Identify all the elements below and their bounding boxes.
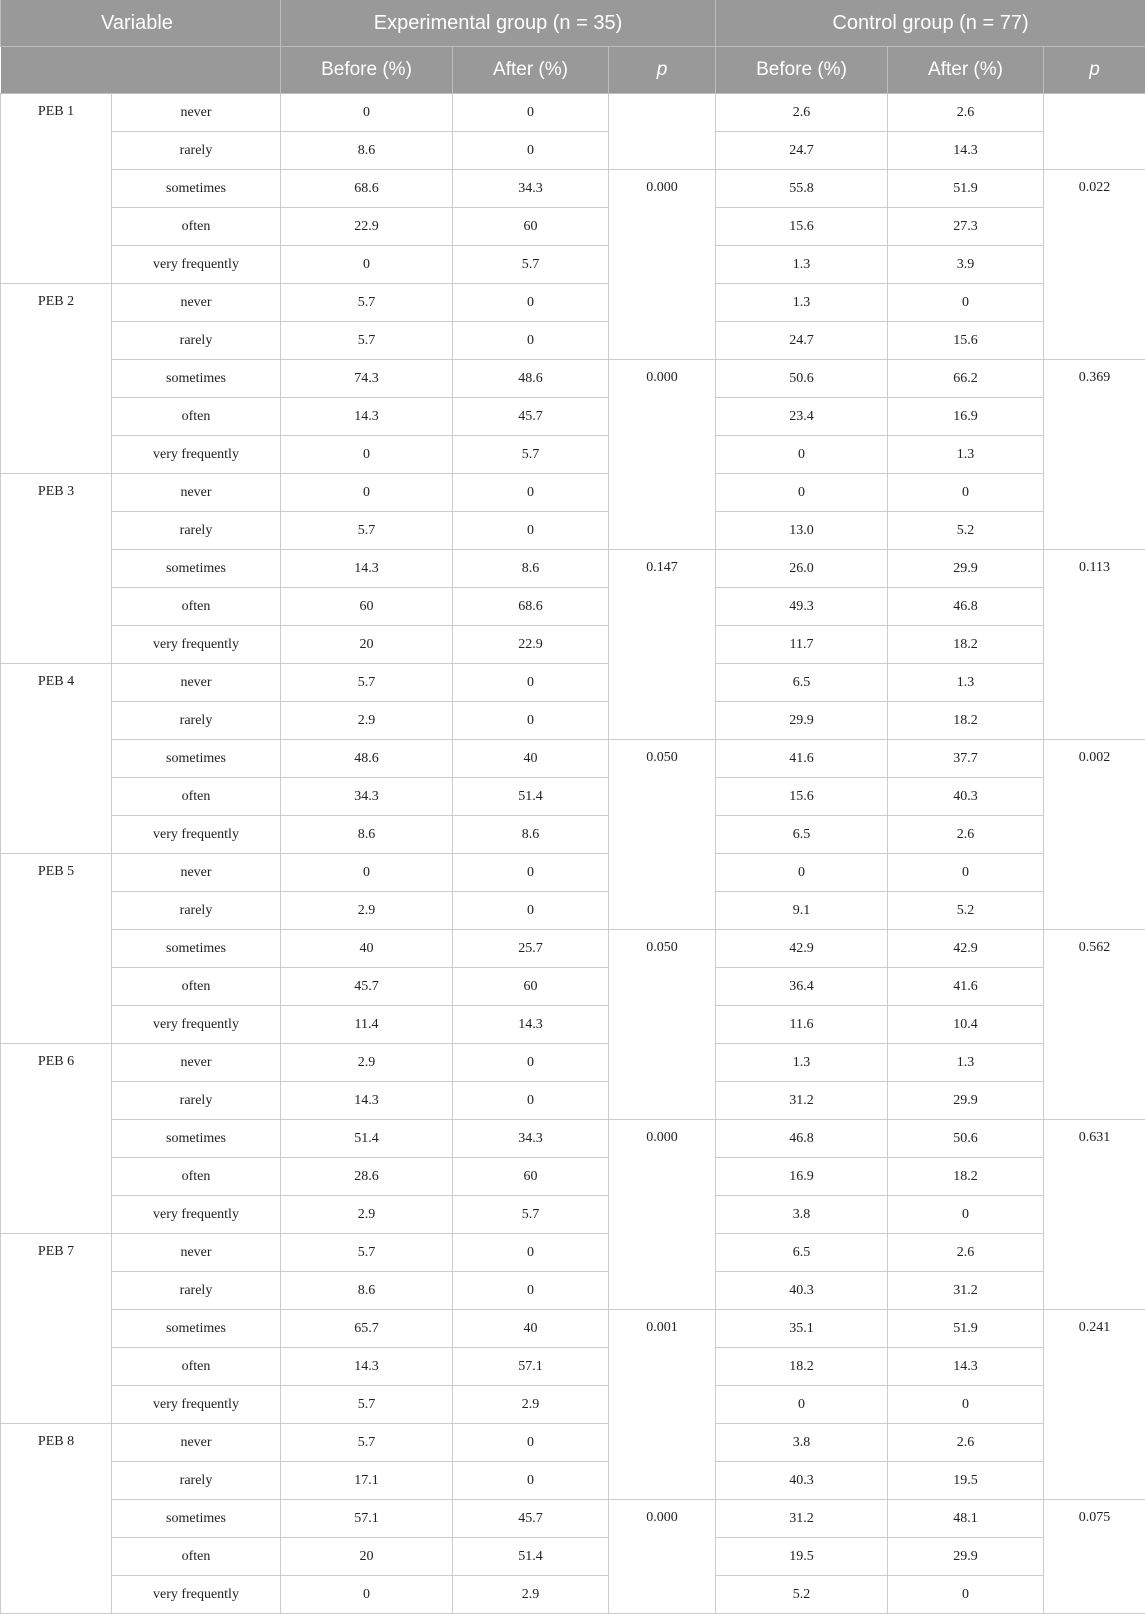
ctrl-after-value: 66.2 <box>888 360 1044 398</box>
exp-after-value: 0 <box>453 512 609 550</box>
ctrl-before-value: 35.1 <box>716 1310 888 1348</box>
exp-before-value: 8.6 <box>281 1272 453 1310</box>
ctrl-before-value: 5.2 <box>716 1576 888 1614</box>
ctrl-before-value: 6.5 <box>716 664 888 702</box>
exp-before-value: 5.7 <box>281 322 453 360</box>
ctrl-before-value: 36.4 <box>716 968 888 1006</box>
response-label: rarely <box>112 1462 281 1500</box>
response-label: sometimes <box>112 1310 281 1348</box>
ctrl-after-value: 18.2 <box>888 702 1044 740</box>
ctrl-after-value: 5.2 <box>888 512 1044 550</box>
table-row <box>1 816 1145 854</box>
ctrl-before-value: 6.5 <box>716 1234 888 1272</box>
exp-after-value: 40 <box>453 1310 609 1348</box>
exp-before-value: 45.7 <box>281 968 453 1006</box>
exp-before-value: 57.1 <box>281 1500 453 1538</box>
exp-p-value: 0.000 <box>609 360 716 550</box>
table-row <box>1 626 1145 664</box>
header-row-groups <box>1 0 1145 47</box>
table-row <box>1 1348 1145 1386</box>
table-row <box>1 1386 1145 1424</box>
table-row <box>1 664 1145 702</box>
ctrl-before-value: 26.0 <box>716 550 888 588</box>
table-row <box>1 1538 1145 1576</box>
ctrl-before-value: 0 <box>716 474 888 512</box>
response-label: sometimes <box>112 1500 281 1538</box>
header-experimental-group: Experimental group (n = 35) <box>281 0 716 47</box>
response-label: very frequently <box>112 1386 281 1424</box>
exp-after-value: 5.7 <box>453 246 609 284</box>
response-label: rarely <box>112 1272 281 1310</box>
ctrl-after-value: 41.6 <box>888 968 1044 1006</box>
ctrl-after-value: 16.9 <box>888 398 1044 436</box>
exp-before-value: 0 <box>281 246 453 284</box>
response-label: often <box>112 1538 281 1576</box>
response-label: very frequently <box>112 436 281 474</box>
ctrl-after-value: 5.2 <box>888 892 1044 930</box>
exp-before-value: 20 <box>281 626 453 664</box>
exp-after-value: 0 <box>453 1234 609 1272</box>
exp-p-value: 0.050 <box>609 740 716 930</box>
ctrl-before-value: 0 <box>716 854 888 892</box>
exp-after-value: 0 <box>453 1044 609 1082</box>
exp-after-value: 34.3 <box>453 170 609 208</box>
ctrl-before-value: 19.5 <box>716 1538 888 1576</box>
variable-name: PEB 4 <box>1 664 112 854</box>
ctrl-before-value: 1.3 <box>716 246 888 284</box>
ctrl-after-value: 2.6 <box>888 1424 1044 1462</box>
table-row <box>1 1006 1145 1044</box>
response-label: very frequently <box>112 1006 281 1044</box>
exp-after-value: 45.7 <box>453 1500 609 1538</box>
exp-after-value: 0 <box>453 132 609 170</box>
ctrl-before-value: 49.3 <box>716 588 888 626</box>
ctrl-before-value: 0 <box>716 436 888 474</box>
ctrl-p-value: 0.562 <box>1044 930 1145 1120</box>
exp-before-value: 5.7 <box>281 512 453 550</box>
exp-after-value: 5.7 <box>453 436 609 474</box>
header-blank <box>1 47 281 94</box>
table-row <box>1 1500 1145 1538</box>
exp-after-value: 0 <box>453 1424 609 1462</box>
header-row-columns <box>1 47 1145 94</box>
table-row <box>1 208 1145 246</box>
table-row <box>1 892 1145 930</box>
ctrl-before-value: 40.3 <box>716 1462 888 1500</box>
exp-before-value: 8.6 <box>281 816 453 854</box>
ctrl-after-value: 42.9 <box>888 930 1044 968</box>
exp-after-value: 22.9 <box>453 626 609 664</box>
exp-before-value: 14.3 <box>281 1348 453 1386</box>
table-row <box>1 1234 1145 1272</box>
ctrl-before-value: 16.9 <box>716 1158 888 1196</box>
exp-after-value: 51.4 <box>453 778 609 816</box>
table-row <box>1 436 1145 474</box>
response-label: sometimes <box>112 930 281 968</box>
exp-after-value: 0 <box>453 1462 609 1500</box>
ctrl-p-value: 0.075 <box>1044 1500 1145 1614</box>
exp-before-value: 0 <box>281 436 453 474</box>
exp-before-value: 14.3 <box>281 550 453 588</box>
ctrl-before-value: 31.2 <box>716 1500 888 1538</box>
ctrl-before-value: 18.2 <box>716 1348 888 1386</box>
response-label: sometimes <box>112 550 281 588</box>
response-label: never <box>112 1044 281 1082</box>
exp-before-value: 0 <box>281 854 453 892</box>
table-row <box>1 1044 1145 1082</box>
ctrl-p-value: 0.369 <box>1044 360 1145 550</box>
ctrl-before-value: 0 <box>716 1386 888 1424</box>
variable-name: PEB 2 <box>1 284 112 474</box>
ctrl-before-value: 31.2 <box>716 1082 888 1120</box>
ctrl-before-value: 50.6 <box>716 360 888 398</box>
table-row <box>1 778 1145 816</box>
header-ctrl-p: p <box>1044 47 1145 94</box>
exp-after-value: 51.4 <box>453 1538 609 1576</box>
exp-before-value: 0 <box>281 94 453 132</box>
ctrl-after-value: 27.3 <box>888 208 1044 246</box>
ctrl-before-value: 42.9 <box>716 930 888 968</box>
exp-after-value: 0 <box>453 284 609 322</box>
ctrl-after-value: 0 <box>888 1576 1044 1614</box>
exp-after-value: 5.7 <box>453 1196 609 1234</box>
table-row <box>1 322 1145 360</box>
variable-name: PEB 7 <box>1 1234 112 1424</box>
response-label: often <box>112 208 281 246</box>
response-label: never <box>112 1234 281 1272</box>
ctrl-after-value: 29.9 <box>888 1082 1044 1120</box>
exp-after-value: 40 <box>453 740 609 778</box>
response-label: never <box>112 664 281 702</box>
exp-before-value: 51.4 <box>281 1120 453 1158</box>
ctrl-after-value: 50.6 <box>888 1120 1044 1158</box>
ctrl-after-value: 0 <box>888 1196 1044 1234</box>
table-row <box>1 94 1145 132</box>
ctrl-after-value: 37.7 <box>888 740 1044 778</box>
table-row <box>1 1196 1145 1234</box>
ctrl-before-value: 24.7 <box>716 132 888 170</box>
response-label: rarely <box>112 322 281 360</box>
table-row <box>1 512 1145 550</box>
ctrl-after-value: 40.3 <box>888 778 1044 816</box>
response-label: sometimes <box>112 170 281 208</box>
table-row <box>1 474 1145 512</box>
ctrl-before-value: 2.6 <box>716 94 888 132</box>
response-label: often <box>112 1158 281 1196</box>
table-body <box>1 94 1145 1614</box>
exp-after-value: 25.7 <box>453 930 609 968</box>
exp-before-value: 2.9 <box>281 1196 453 1234</box>
ctrl-after-value: 3.9 <box>888 246 1044 284</box>
ctrl-before-value: 13.0 <box>716 512 888 550</box>
exp-after-value: 0 <box>453 892 609 930</box>
exp-before-value: 2.9 <box>281 892 453 930</box>
response-label: often <box>112 1348 281 1386</box>
ctrl-p-value: 0.022 <box>1044 170 1145 360</box>
exp-before-value: 74.3 <box>281 360 453 398</box>
response-label: often <box>112 588 281 626</box>
header-ctrl-before: Before (%) <box>716 47 888 94</box>
exp-after-value: 2.9 <box>453 1386 609 1424</box>
ctrl-after-value: 0 <box>888 854 1044 892</box>
response-label: never <box>112 1424 281 1462</box>
exp-after-value: 0 <box>453 664 609 702</box>
ctrl-after-value: 1.3 <box>888 1044 1044 1082</box>
response-label: rarely <box>112 1082 281 1120</box>
response-label: very frequently <box>112 1196 281 1234</box>
exp-before-value: 22.9 <box>281 208 453 246</box>
exp-before-value: 48.6 <box>281 740 453 778</box>
exp-after-value: 0 <box>453 1272 609 1310</box>
table-row <box>1 246 1145 284</box>
exp-before-value: 14.3 <box>281 1082 453 1120</box>
exp-after-value: 34.3 <box>453 1120 609 1158</box>
table-row <box>1 1082 1145 1120</box>
exp-before-value: 0 <box>281 1576 453 1614</box>
ctrl-after-value: 1.3 <box>888 664 1044 702</box>
exp-p-value: 0.147 <box>609 550 716 740</box>
ctrl-after-value: 18.2 <box>888 626 1044 664</box>
exp-before-value: 28.6 <box>281 1158 453 1196</box>
ctrl-after-value: 0 <box>888 284 1044 322</box>
table-row <box>1 702 1145 740</box>
exp-before-value: 2.9 <box>281 1044 453 1082</box>
table-header <box>1 0 1145 94</box>
table-row <box>1 1120 1145 1158</box>
ctrl-before-value: 1.3 <box>716 1044 888 1082</box>
exp-before-value: 5.7 <box>281 284 453 322</box>
exp-p-empty <box>609 94 716 170</box>
header-exp-after: After (%) <box>453 47 609 94</box>
table-row <box>1 930 1145 968</box>
response-label: often <box>112 778 281 816</box>
response-label: rarely <box>112 132 281 170</box>
exp-p-value: 0.001 <box>609 1310 716 1500</box>
exp-p-value: 0.000 <box>609 170 716 360</box>
ctrl-p-value: 0.241 <box>1044 1310 1145 1500</box>
exp-before-value: 17.1 <box>281 1462 453 1500</box>
exp-before-value: 2.9 <box>281 702 453 740</box>
table-row <box>1 1310 1145 1348</box>
exp-after-value: 8.6 <box>453 550 609 588</box>
ctrl-before-value: 1.3 <box>716 284 888 322</box>
exp-before-value: 11.4 <box>281 1006 453 1044</box>
table-row <box>1 1424 1145 1462</box>
header-variable: Variable <box>1 0 281 47</box>
ctrl-after-value: 14.3 <box>888 132 1044 170</box>
exp-before-value: 60 <box>281 588 453 626</box>
exp-after-value: 0 <box>453 1082 609 1120</box>
exp-p-value: 0.050 <box>609 930 716 1120</box>
response-label: never <box>112 474 281 512</box>
response-label: sometimes <box>112 740 281 778</box>
ctrl-before-value: 3.8 <box>716 1196 888 1234</box>
exp-before-value: 68.6 <box>281 170 453 208</box>
ctrl-before-value: 11.6 <box>716 1006 888 1044</box>
response-label: often <box>112 968 281 1006</box>
table-row <box>1 1158 1145 1196</box>
table-row <box>1 284 1145 322</box>
ctrl-after-value: 2.6 <box>888 94 1044 132</box>
ctrl-before-value: 29.9 <box>716 702 888 740</box>
ctrl-p-empty <box>1044 94 1145 170</box>
response-label: very frequently <box>112 626 281 664</box>
exp-after-value: 8.6 <box>453 816 609 854</box>
variable-name: PEB 8 <box>1 1424 112 1614</box>
ctrl-after-value: 0 <box>888 474 1044 512</box>
table-row <box>1 740 1145 778</box>
exp-after-value: 57.1 <box>453 1348 609 1386</box>
exp-after-value: 60 <box>453 1158 609 1196</box>
exp-before-value: 5.7 <box>281 664 453 702</box>
exp-after-value: 60 <box>453 968 609 1006</box>
exp-after-value: 48.6 <box>453 360 609 398</box>
response-label: never <box>112 94 281 132</box>
exp-p-value: 0.000 <box>609 1120 716 1310</box>
exp-after-value: 45.7 <box>453 398 609 436</box>
table-row <box>1 588 1145 626</box>
table-row <box>1 398 1145 436</box>
table-row <box>1 968 1145 1006</box>
exp-after-value: 0 <box>453 322 609 360</box>
table-row <box>1 360 1145 398</box>
exp-after-value: 0 <box>453 474 609 512</box>
exp-before-value: 14.3 <box>281 398 453 436</box>
table-row <box>1 132 1145 170</box>
table-row <box>1 550 1145 588</box>
variable-name: PEB 3 <box>1 474 112 664</box>
response-label: often <box>112 398 281 436</box>
table-row <box>1 1272 1145 1310</box>
variable-name: PEB 1 <box>1 94 112 284</box>
ctrl-p-value: 0.002 <box>1044 740 1145 930</box>
variable-name: PEB 5 <box>1 854 112 1044</box>
exp-before-value: 20 <box>281 1538 453 1576</box>
ctrl-after-value: 19.5 <box>888 1462 1044 1500</box>
ctrl-after-value: 1.3 <box>888 436 1044 474</box>
response-label: rarely <box>112 702 281 740</box>
table-row <box>1 854 1145 892</box>
ctrl-after-value: 31.2 <box>888 1272 1044 1310</box>
exp-before-value: 5.7 <box>281 1386 453 1424</box>
table-row <box>1 170 1145 208</box>
ctrl-after-value: 51.9 <box>888 1310 1044 1348</box>
ctrl-after-value: 15.6 <box>888 322 1044 360</box>
header-exp-before: Before (%) <box>281 47 453 94</box>
ctrl-before-value: 6.5 <box>716 816 888 854</box>
ctrl-before-value: 55.8 <box>716 170 888 208</box>
exp-after-value: 0 <box>453 94 609 132</box>
response-label: very frequently <box>112 1576 281 1614</box>
ctrl-before-value: 40.3 <box>716 1272 888 1310</box>
ctrl-p-value: 0.113 <box>1044 550 1145 740</box>
exp-before-value: 0 <box>281 474 453 512</box>
exp-before-value: 65.7 <box>281 1310 453 1348</box>
ctrl-after-value: 46.8 <box>888 588 1044 626</box>
ctrl-before-value: 11.7 <box>716 626 888 664</box>
ctrl-after-value: 10.4 <box>888 1006 1044 1044</box>
exp-before-value: 8.6 <box>281 132 453 170</box>
ctrl-before-value: 41.6 <box>716 740 888 778</box>
ctrl-before-value: 9.1 <box>716 892 888 930</box>
exp-before-value: 5.7 <box>281 1424 453 1462</box>
ctrl-before-value: 23.4 <box>716 398 888 436</box>
response-label: rarely <box>112 892 281 930</box>
header-ctrl-after: After (%) <box>888 47 1044 94</box>
response-label: rarely <box>112 512 281 550</box>
ctrl-after-value: 0 <box>888 1386 1044 1424</box>
ctrl-before-value: 15.6 <box>716 778 888 816</box>
exp-after-value: 0 <box>453 702 609 740</box>
exp-after-value: 60 <box>453 208 609 246</box>
ctrl-after-value: 29.9 <box>888 550 1044 588</box>
variable-name: PEB 6 <box>1 1044 112 1234</box>
response-label: never <box>112 854 281 892</box>
ctrl-after-value: 48.1 <box>888 1500 1044 1538</box>
exp-before-value: 40 <box>281 930 453 968</box>
response-label: very frequently <box>112 246 281 284</box>
ctrl-before-value: 15.6 <box>716 208 888 246</box>
ctrl-after-value: 2.6 <box>888 816 1044 854</box>
response-label: sometimes <box>112 360 281 398</box>
ctrl-after-value: 2.6 <box>888 1234 1044 1272</box>
exp-p-value: 0.000 <box>609 1500 716 1614</box>
exp-before-value: 5.7 <box>281 1234 453 1272</box>
ctrl-after-value: 51.9 <box>888 170 1044 208</box>
exp-after-value: 14.3 <box>453 1006 609 1044</box>
response-label: never <box>112 284 281 322</box>
ctrl-after-value: 14.3 <box>888 1348 1044 1386</box>
header-exp-p: p <box>609 47 716 94</box>
ctrl-before-value: 24.7 <box>716 322 888 360</box>
ctrl-before-value: 46.8 <box>716 1120 888 1158</box>
exp-after-value: 2.9 <box>453 1576 609 1614</box>
exp-before-value: 34.3 <box>281 778 453 816</box>
response-label: very frequently <box>112 816 281 854</box>
ctrl-before-value: 3.8 <box>716 1424 888 1462</box>
ctrl-after-value: 18.2 <box>888 1158 1044 1196</box>
response-label: sometimes <box>112 1120 281 1158</box>
header-control-group: Control group (n = 77) <box>716 0 1145 47</box>
exp-after-value: 68.6 <box>453 588 609 626</box>
table-row <box>1 1462 1145 1500</box>
ctrl-after-value: 29.9 <box>888 1538 1044 1576</box>
ctrl-p-value: 0.631 <box>1044 1120 1145 1310</box>
exp-after-value: 0 <box>453 854 609 892</box>
